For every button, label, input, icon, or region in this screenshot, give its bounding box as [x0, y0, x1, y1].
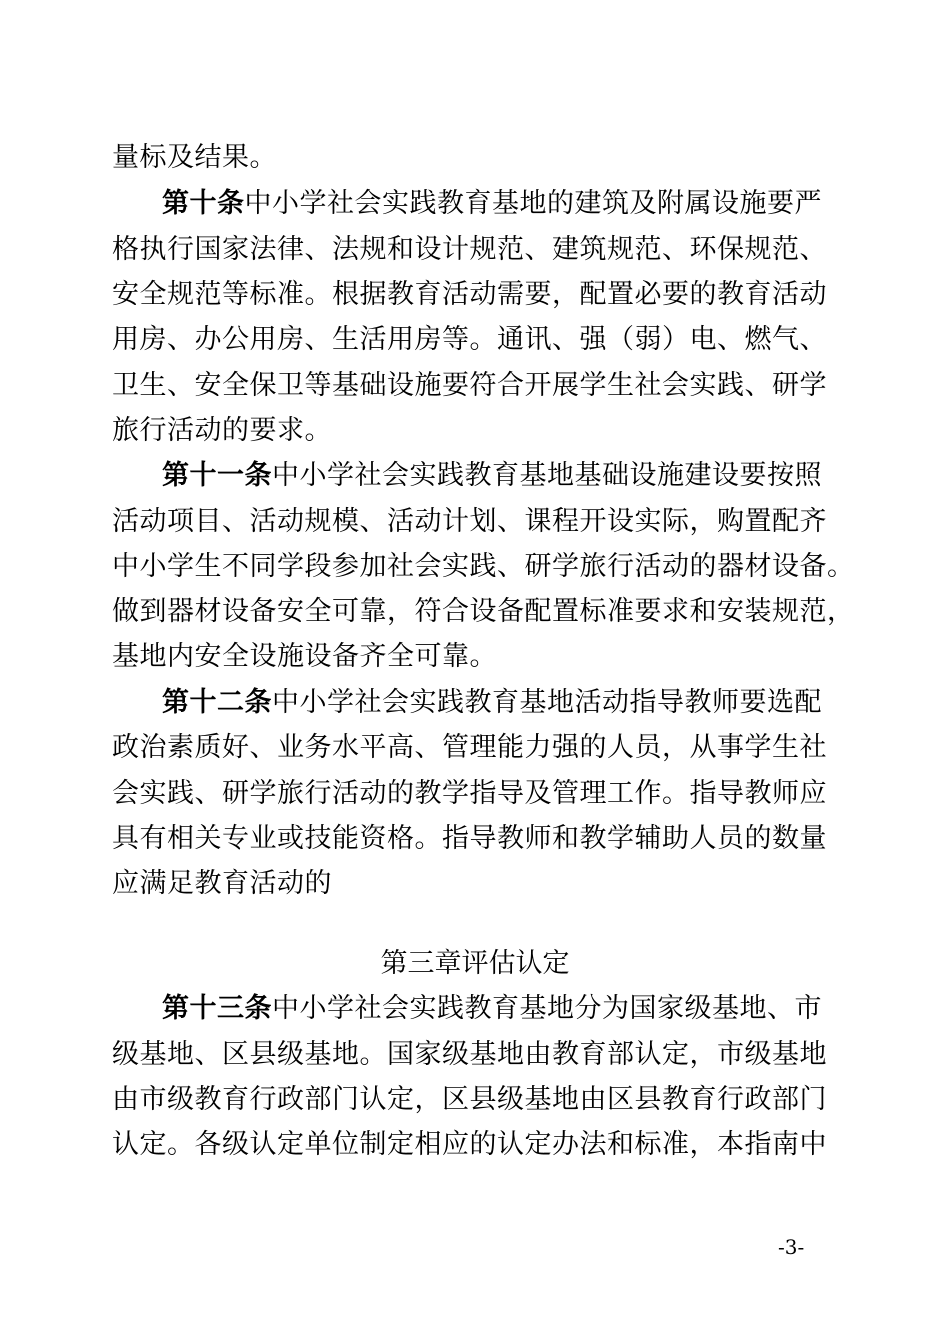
- article-10-text: 中小学社会实践教育基地的建筑及附属设施要严: [244, 188, 822, 219]
- text-line: 政治素质好、业务水平高、管理能力强的人员，从事学生社: [112, 732, 827, 763]
- text-line: 基地内安全设施设备齐全可靠。: [112, 641, 497, 672]
- article-13-first-line: [162, 989, 822, 1029]
- text-line: 具有相关专业或技能资格。指导教师和教学辅助人员的数量: [112, 823, 827, 854]
- text-line: 级基地、区县级基地。国家级基地由教育部认定，市级基地: [112, 1039, 827, 1070]
- article-10-first-line: [162, 184, 822, 224]
- article-11-first-line: [162, 456, 822, 496]
- article-13-text: 中小学社会实践教育基地分为国家级基地、市: [272, 993, 822, 1024]
- article-12-first-line: [162, 683, 822, 723]
- text-line: 活动项目、活动规模、活动计划、课程开设实际，购置配齐: [112, 506, 827, 537]
- text-line: 格执行国家法律、法规和设计规范、建筑规范、环保规范、: [112, 234, 827, 265]
- article-11-label: 第十一条: [162, 460, 272, 491]
- text-line: 中小学生不同学段参加社会实践、研学旅行活动的器材设备。: [112, 551, 855, 582]
- text-line: 做到器材设备安全可靠，符合设备配置标准要求和安装规范，: [112, 596, 855, 627]
- text-line: 卫生、安全保卫等基础设施要符合开展学生社会实践、研学: [112, 370, 827, 401]
- article-12-text: 中小学社会实践教育基地活动指导教师要选配: [272, 687, 822, 718]
- text-line: 由市级教育行政部门认定，区县级基地由区县教育行政部门: [112, 1084, 827, 1115]
- page-number: -3-: [778, 1235, 805, 1259]
- chapter-heading: 第三章评估认定: [380, 948, 570, 979]
- article-11-text: 中小学社会实践教育基地基础设施建设要按照: [272, 460, 822, 491]
- text-line: 旅行活动的要求。: [112, 415, 332, 446]
- article-12-label: 第十二条: [162, 687, 272, 718]
- text-line: 用房、办公用房、生活用房等。通讯、强（弱）电、燃气、: [112, 324, 827, 355]
- text-line: 量标及结果。: [112, 142, 277, 173]
- text-line: 应满足教育活动的: [112, 868, 332, 899]
- text-line: 会实践、研学旅行活动的教学指导及管理工作。指导教师应: [112, 778, 827, 809]
- text-line: 认定。各级认定单位制定相应的认定办法和标准，本指南中: [112, 1129, 827, 1160]
- article-10-label: 第十条: [162, 188, 245, 219]
- text-line: 安全规范等标准。根据教育活动需要，配置必要的教育活动: [112, 279, 827, 310]
- article-13-label: 第十三条: [162, 993, 272, 1024]
